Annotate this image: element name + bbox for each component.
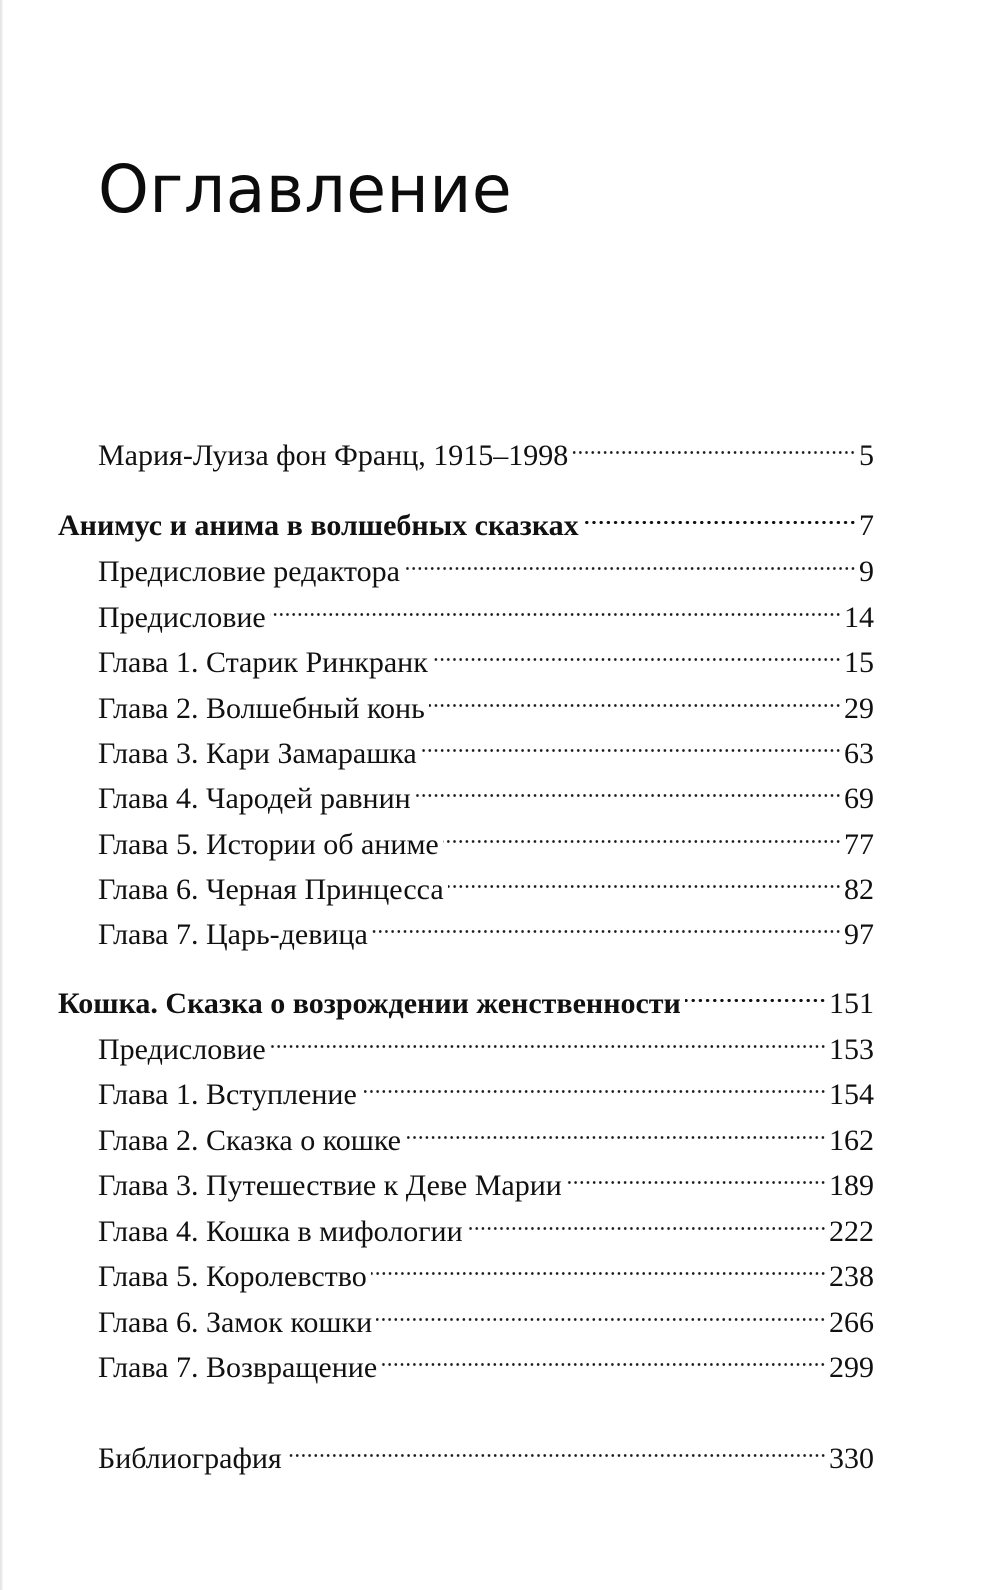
toc-entry-label: Глава 7. Возвращение (98, 1351, 378, 1384)
toc-entry-label: Глава 6. Черная Принцесса (98, 873, 444, 906)
toc-entry-bibliography[interactable] (98, 1428, 874, 1475)
dot-leader (415, 768, 841, 808)
toc-entry-label: Глава 1. Старик Ринкранк (98, 646, 428, 679)
dot-leader (270, 587, 841, 627)
toc-page-number: 266 (829, 1306, 874, 1339)
toc-entry-label: Глава 5. Истории об аниме (98, 828, 439, 861)
dot-leader (372, 904, 841, 944)
toc-page-number: 189 (829, 1169, 874, 1202)
toc-entry-biography[interactable] (98, 425, 874, 472)
toc-page-number: 77 (844, 828, 874, 861)
toc-entry-part2-chapter-2[interactable] (98, 1110, 874, 1157)
toc-entry-label: Предисловие (98, 601, 266, 634)
toc-page-number: 7 (859, 509, 874, 542)
dot-leader (572, 425, 856, 465)
toc-entry-label: Глава 2. Волшебный конь (98, 692, 425, 725)
toc-entry-part1-chapter-3[interactable] (98, 723, 874, 770)
toc-entry-label: Глава 6. Замок кошки (98, 1306, 373, 1339)
toc-entry-label: Предисловие (98, 1033, 266, 1066)
toc-entry-part1-chapter-5[interactable] (98, 814, 874, 861)
toc-part-cat-tale[interactable] (58, 973, 874, 1020)
toc-part-label: Кошка. Сказка о возрождении женственности (58, 987, 681, 1020)
page-title: Оглавление (98, 151, 513, 228)
toc-entry-part1-chapter-4[interactable] (98, 768, 874, 815)
toc-entry-label: Глава 4. Кошка в мифологии (98, 1215, 463, 1248)
dot-leader (371, 1246, 826, 1286)
toc-entry-part2-chapter-3[interactable] (98, 1155, 874, 1202)
toc-entry-editor-preface[interactable] (98, 541, 874, 588)
toc-entry-label: Глава 5. Королевство (98, 1260, 367, 1293)
dot-leader (376, 1292, 826, 1332)
toc-page-number: 162 (829, 1124, 874, 1157)
toc-part-animus-anima[interactable] (58, 495, 874, 542)
toc-entry-preface-1[interactable] (98, 587, 874, 634)
toc-page-number: 29 (844, 692, 874, 725)
dot-leader (429, 678, 841, 718)
toc-entry-label: Глава 1. Вступление (98, 1078, 357, 1111)
dot-leader (448, 859, 841, 899)
toc-entry-preface-2[interactable] (98, 1019, 874, 1066)
toc-entry-label: Мария-Луиза фон Франц, 1915–1998 (98, 439, 569, 472)
toc-page-number: 5 (859, 439, 874, 472)
toc-page-number: 153 (829, 1033, 874, 1066)
toc-entry-label: Библиография (98, 1442, 282, 1475)
dot-leader (432, 632, 841, 672)
toc-page-number: 154 (829, 1078, 874, 1111)
toc-entry-label: Глава 4. Чародей равнин (98, 782, 411, 815)
dot-leader (685, 973, 826, 1013)
toc-page-number: 63 (844, 737, 874, 770)
dot-leader (583, 495, 856, 535)
toc-entry-part2-chapter-5[interactable] (98, 1246, 874, 1293)
toc-page-number: 299 (829, 1351, 874, 1384)
dot-leader (405, 1110, 826, 1150)
toc-entry-part1-chapter-7[interactable] (98, 904, 874, 951)
toc-entry-part1-chapter-1[interactable] (98, 632, 874, 679)
toc-entry-part2-chapter-6[interactable] (98, 1292, 874, 1339)
toc-entry-part2-chapter-7[interactable] (98, 1337, 874, 1384)
dot-leader (443, 814, 841, 854)
toc-entry-label: Глава 3. Кари Замарашка (98, 737, 417, 770)
toc-entry-label: Предисловие редактора (98, 555, 400, 588)
dot-leader (361, 1064, 826, 1104)
dot-leader (467, 1201, 826, 1241)
toc-entry-part1-chapter-6[interactable] (98, 859, 874, 906)
toc-page-number: 330 (829, 1442, 874, 1475)
toc-page-number: 9 (859, 555, 874, 588)
toc-entry-label: Глава 3. Путешествие к Деве Марии (98, 1169, 562, 1202)
toc-page-number: 82 (844, 873, 874, 906)
toc-page-number: 97 (844, 918, 874, 951)
toc-entry-label: Глава 7. Царь-девица (98, 918, 368, 951)
dot-leader (270, 1019, 826, 1059)
dot-leader (404, 541, 856, 581)
dot-leader (286, 1428, 826, 1468)
toc-entry-label: Глава 2. Сказка о кошке (98, 1124, 401, 1157)
toc-entry-part2-chapter-1[interactable] (98, 1064, 874, 1111)
toc-page-number: 15 (844, 646, 874, 679)
toc-part-label: Анимус и анима в волшебных сказках (58, 509, 579, 542)
toc-page-number: 151 (829, 987, 874, 1020)
toc-page-number: 14 (844, 601, 874, 634)
dot-leader (421, 723, 841, 763)
toc-page-number: 222 (829, 1215, 874, 1248)
toc-entry-part1-chapter-2[interactable] (98, 678, 874, 725)
toc-page-number: 69 (844, 782, 874, 815)
toc-page-number: 238 (829, 1260, 874, 1293)
toc-entry-part2-chapter-4[interactable] (98, 1201, 874, 1248)
dot-leader (381, 1337, 826, 1377)
dot-leader (566, 1155, 826, 1195)
